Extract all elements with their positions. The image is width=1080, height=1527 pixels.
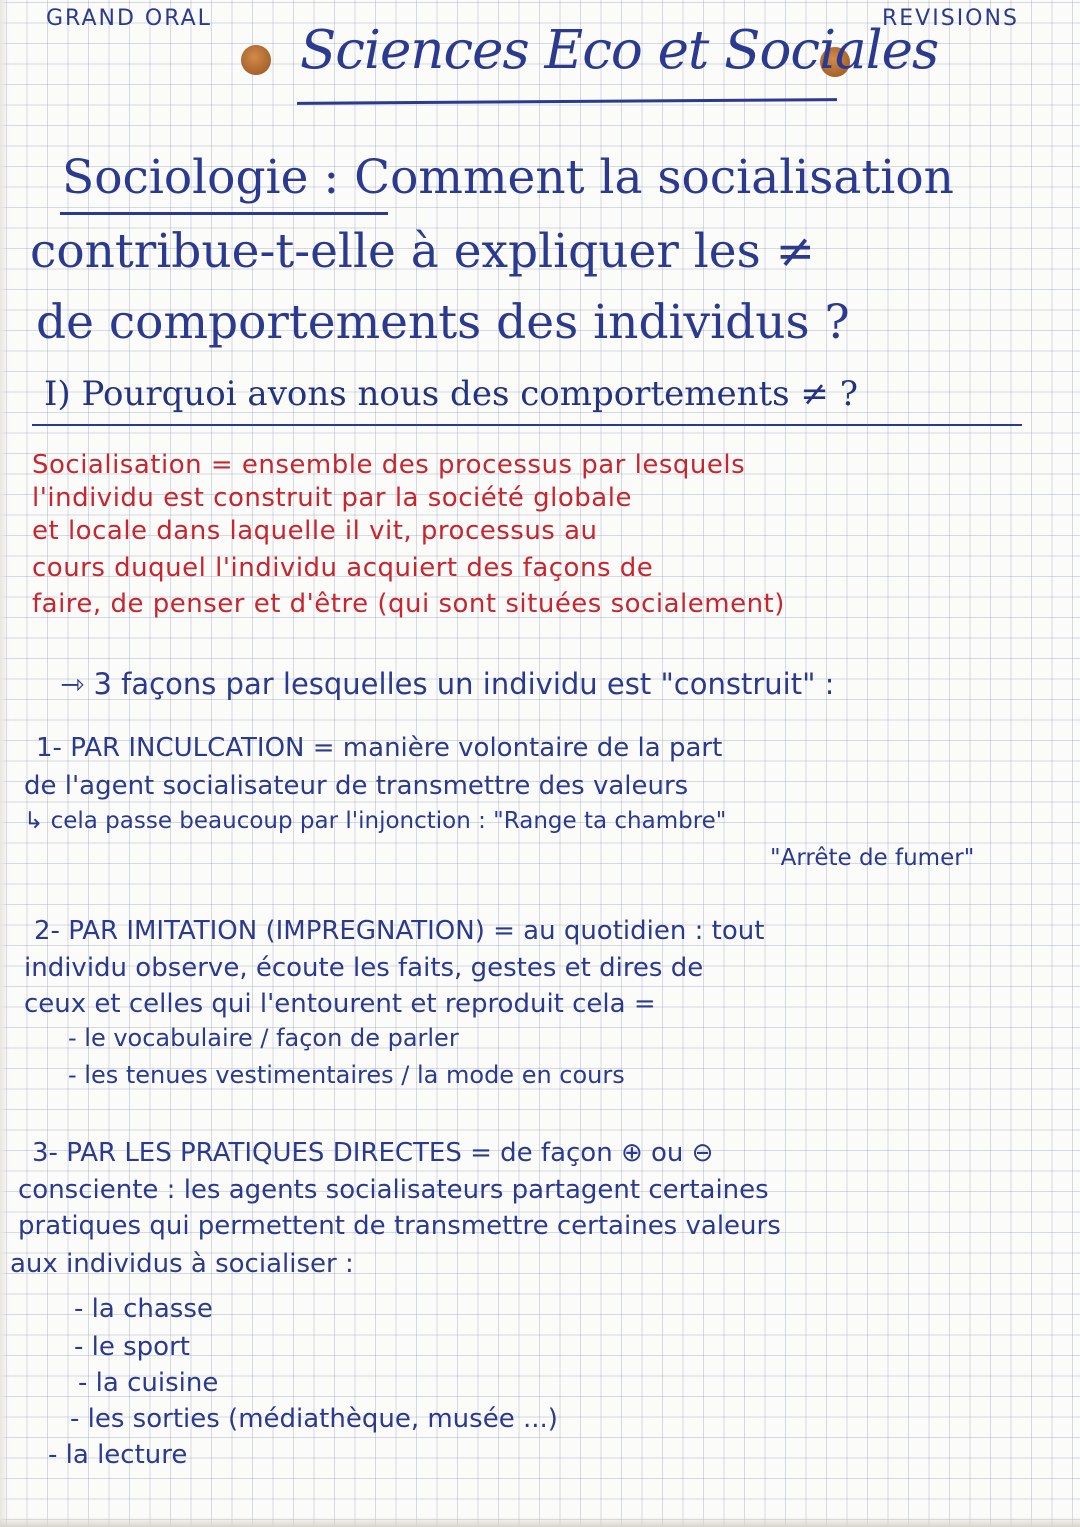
list-item: - la lecture [48,1440,188,1470]
item3-line-2: consciente : les agents socialisateurs partagent certaines [18,1175,769,1205]
item2-line-3: ceux et celles qui l'entourent et reproduit cela = [24,989,656,1019]
question-line-2: contribue-t-elle à expliquer les ≠ [30,224,816,279]
section-heading-underline [32,424,1022,426]
item1-line-2: de l'agent socialisateur de transmettre des valeurs [24,771,689,801]
header-right-label: REVISIONS [882,6,1019,31]
item3-line-1: 3- PAR LES PRATIQUES DIRECTES = de façon ⊕ ou ⊖ [32,1138,714,1168]
item1-line-1: 1- PAR INCULCATION = manière volontaire de la part [36,733,723,763]
sociologie-underline [60,212,388,215]
definition-line-2: l'individu est construit par la société globale [32,483,632,513]
section-heading: I) Pourquoi avons nous des comportements ≠ ? [44,374,858,414]
binder-hole-left [241,45,271,75]
ways-lead-line: ⇾ 3 façons par lesquelles un individu est "construit" : [60,667,835,701]
page-title: Sciences Eco et Sociales [300,20,939,81]
item2-bullet-1: - le vocabulaire / façon de parler [68,1024,459,1052]
item1-line-3: ↳ cela passe beaucoup par l'injonction : "Range ta chambre" [24,808,727,834]
list-item: - le sport [74,1332,190,1362]
item2-bullet-2: - les tenues vestimentaires / la mode en cours [68,1061,625,1089]
list-item: - la cuisine [78,1368,219,1398]
title-underline [297,98,837,105]
question-line-1: Sociologie : Comment la socialisation [62,150,954,205]
question-line-3: de comportements des individus ? [36,295,850,350]
page-bottom-edge [0,1517,1080,1527]
definition-line-4: cours duquel l'individu acquiert des façons de [32,553,654,583]
definition-line-1: Socialisation = ensemble des processus par lesquels [32,450,746,480]
item1-line-4: "Arrête de fumer" [770,845,975,871]
list-item: - la chasse [74,1294,213,1324]
item2-line-1: 2- PAR IMITATION (IMPREGNATION) = au quotidien : tout [34,916,765,946]
item3-line-4: aux individus à socialiser : [10,1249,354,1279]
header-left-label: GRAND ORAL [46,6,212,31]
page-left-edge [0,0,9,1527]
list-item: - les sorties (médiathèque, musée ...) [70,1404,558,1434]
definition-line-3: et locale dans laquelle il vit, processus au [32,516,598,546]
item2-line-2: individu observe, écoute les faits, gestes et dires de [24,953,704,983]
item3-line-3: pratiques qui permettent de transmettre certaines valeurs [18,1211,781,1241]
definition-line-5: faire, de penser et d'être (qui sont situées socialement) [32,589,785,619]
